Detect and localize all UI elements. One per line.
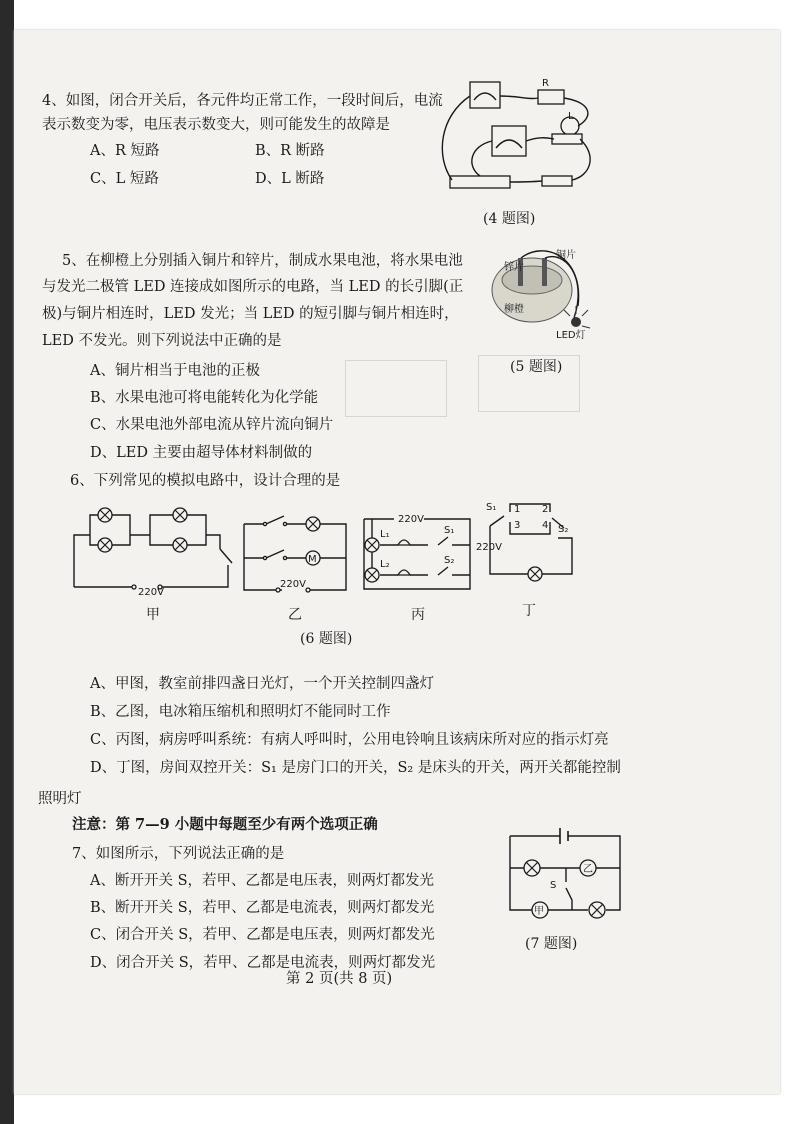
q6-label-yi: 乙 <box>288 607 302 623</box>
q6-stem: 6、下列常见的模拟电路中，设计合理的是 <box>70 473 341 489</box>
q7-meter-yi: 乙 <box>583 864 593 875</box>
page-footer: 第 2 页(共 8 页) <box>286 971 393 987</box>
svg-text:M: M <box>308 554 317 565</box>
q6-option-d-cont: 照明灯 <box>38 791 82 807</box>
svg-text:柳橙: 柳橙 <box>504 304 524 315</box>
svg-text:S₂: S₂ <box>558 524 569 535</box>
q6-yi-voltage: 220V <box>280 579 306 590</box>
q6-option-b: B、乙图，电冰箱压缩机和照明灯不能同时工作 <box>90 704 391 720</box>
svg-text:1: 1 <box>514 504 521 515</box>
svg-text:S₂: S₂ <box>444 555 455 566</box>
q5-option-d: D、LED 主要由超导体材料制做的 <box>90 445 313 461</box>
q6-label-bing: 丙 <box>411 607 425 623</box>
svg-text:3: 3 <box>514 520 521 531</box>
q7-meter-jia: 甲 <box>534 906 544 917</box>
svg-text:L₁: L₁ <box>380 529 390 540</box>
q7-option-c: C、闭合开关 S，若甲、乙都是电压表，则两灯都发光 <box>90 927 435 943</box>
q7-circuit-figure <box>500 826 630 926</box>
q4-option-c: C、L 短路 <box>90 171 159 187</box>
svg-text:LED灯: LED灯 <box>556 330 586 341</box>
q6-circuit-ding <box>476 498 580 598</box>
q6-bing-voltage: 220V <box>398 514 424 525</box>
q4-figure-caption: (4 题图) <box>483 211 536 227</box>
q5-stem-line1: 5、在柳橙上分别插入铜片和锌片，制成水果电池，将水果电池 <box>62 253 463 269</box>
svg-text:铜片: 铜片 <box>556 250 576 261</box>
q6-jia-voltage: 220V <box>138 587 164 598</box>
q6-circuit-bing <box>358 505 478 600</box>
svg-text:R: R <box>542 78 549 89</box>
q5-stem-line4: LED 不发光。则下列说法中正确的是 <box>42 333 282 349</box>
q6-circuit-yi <box>238 510 353 600</box>
q4-stem-line2: 表示数变为零，电压表示数变大，则可能发生的故障是 <box>42 117 390 133</box>
q7-figure-caption: (7 题图) <box>525 936 578 952</box>
q6-option-c: C、丙图，病房呼叫系统：有病人呼叫时，公用电铃响且该病床所对应的指示灯亮 <box>90 732 609 748</box>
scan-edge <box>0 0 14 1124</box>
svg-text:S₁: S₁ <box>444 525 455 536</box>
q6-circuit-jia <box>70 505 240 600</box>
q6-label-ding: 丁 <box>522 603 536 619</box>
q4-option-d: D、L 断路 <box>255 171 325 187</box>
q4-option-b: B、R 断路 <box>255 143 325 159</box>
svg-text:4: 4 <box>542 520 549 531</box>
svg-text:锌片: 锌片 <box>504 262 524 273</box>
q7-stem: 7、如图所示，下列说法正确的是 <box>72 846 285 862</box>
q5-fruit-battery-figure <box>484 246 604 346</box>
q5-option-a: A、铜片相当于电池的正极 <box>90 363 260 379</box>
q4-circuit-figure <box>430 76 600 206</box>
q7-option-b: B、断开开关 S，若甲、乙都是电流表，则两灯都发光 <box>90 900 435 916</box>
q7-option-d: D、闭合开关 S，若甲、乙都是电流表，则两灯都发光 <box>90 955 436 971</box>
q5-option-c: C、水果电池外部电流从锌片流向铜片 <box>90 417 334 433</box>
q4-option-a: A、R 短路 <box>90 143 160 159</box>
q7-option-a: A、断开开关 S，若甲、乙都是电压表，则两灯都发光 <box>90 873 435 889</box>
q6-label-jia: 甲 <box>146 607 160 623</box>
q7-switch-label: S <box>550 880 557 891</box>
svg-text:L: L <box>568 111 574 122</box>
svg-text:S₁: S₁ <box>486 502 497 513</box>
q4-stem-line1: 4、如图，闭合开关后，各元件均正常工作，一段时间后，电流 <box>42 93 443 109</box>
q6-figure-caption: (6 题图) <box>300 631 353 647</box>
q5-figure-caption: (5 题图) <box>510 359 563 375</box>
q6-option-d: D、丁图，房间双控开关：S₁ 是房门口的开关，S₂ 是床头的开关，两开关都能控制 <box>90 760 621 776</box>
q5-option-b: B、水果电池可将电能转化为化学能 <box>90 390 319 406</box>
svg-text:2: 2 <box>542 504 549 515</box>
svg-text:L₂: L₂ <box>380 559 390 570</box>
bleed-through-box <box>345 360 447 417</box>
q6-option-a: A、甲图，教室前排四盏日光灯，一个开关控制四盏灯 <box>90 676 434 692</box>
q5-stem-line3: 极)与铜片相连时，LED 发光；当 LED 的短引脚与铜片相连时， <box>42 306 459 322</box>
q5-stem-line2: 与发光二极管 LED 连接成如图所示的电路，当 LED 的长引脚(正 <box>42 279 464 295</box>
q6-ding-voltage: 220V <box>476 542 502 553</box>
multi-select-notice: 注意：第 7—9 小题中每题至少有两个选项正确 <box>72 816 378 833</box>
